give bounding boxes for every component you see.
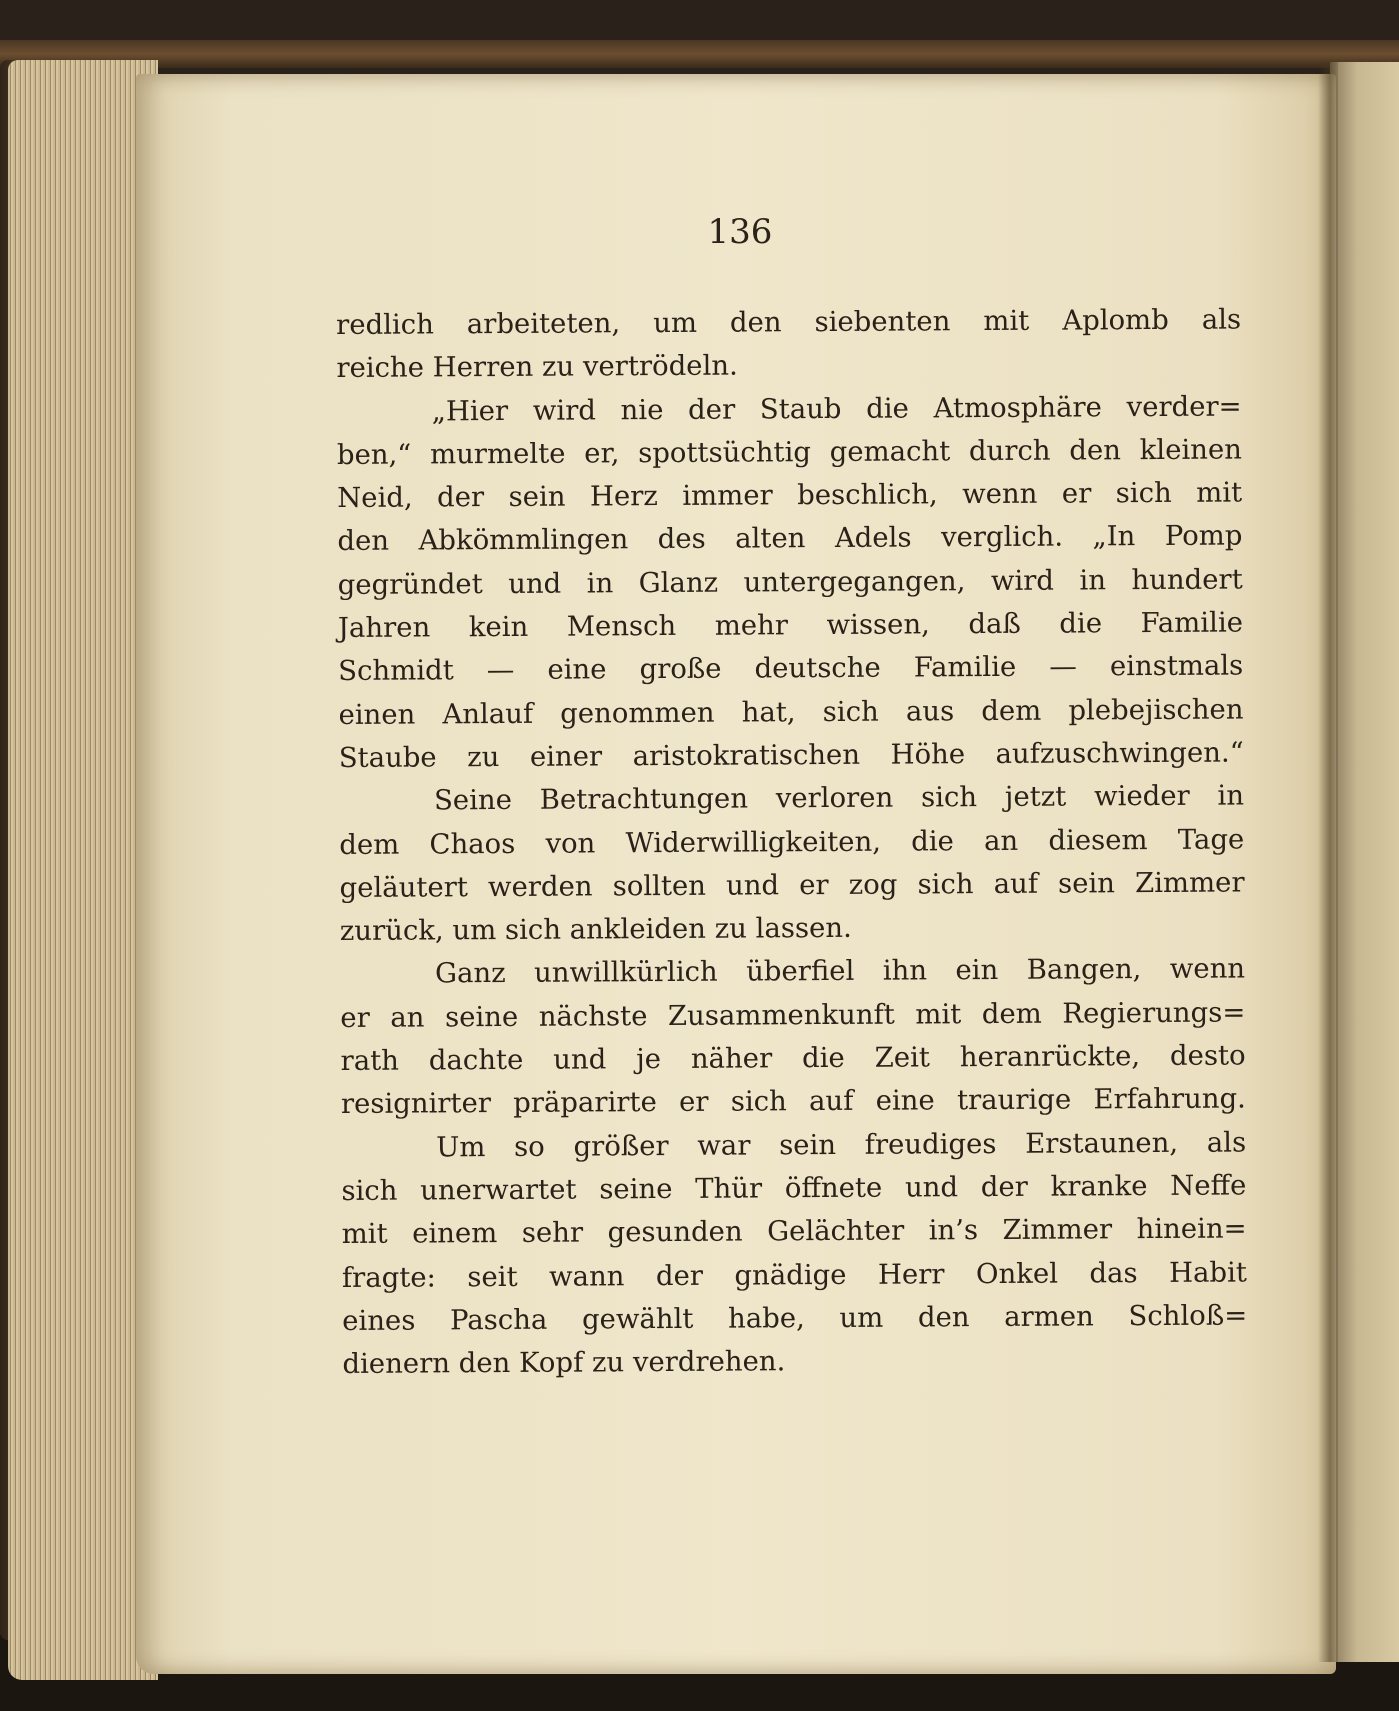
text-line: redlich arbeiteten, um den siebenten mit Aplomb als (336, 303, 1242, 341)
text-line: Ganz unwillkürlich überfiel ihn ein Bangen, wenn (434, 952, 1246, 990)
text-line: Seine Betrachtungen verloren sich jetzt wieder in (433, 779, 1245, 817)
page-text (336, 298, 1248, 1386)
text-line: resignirter präparirte er sich auf eine traurige Erfahrung. (340, 1082, 1246, 1121)
text-line: er an seine nächste Zusammenkunft mit dem Regierungs= (340, 996, 1246, 1034)
text-line: Staube zu einer aristokratischen Höhe aufzuschwingen.“ (338, 736, 1244, 774)
text-line: Jahren kein Mensch mehr wissen, daß die Familie (337, 606, 1244, 645)
text-line: Um so größer war sein freudiges Erstaunen, als (436, 1126, 1247, 1164)
text-line: den Abkömmlingen des alten Adels verglich. „In Pomp (337, 519, 1243, 558)
text-line: „Hier wird nie der Staub die Atmosphäre verder= (431, 390, 1242, 428)
facing-page-edge (1330, 62, 1399, 1662)
text-line: Schmidt — eine große deutsche Familie — einstmals (338, 649, 1244, 688)
cover-edge (0, 40, 1399, 68)
text-line: mit einem sehr gesunden Gelächter in’s Zimmer hinein= (341, 1212, 1247, 1251)
text-line: einen Anlauf genommen hat, sich aus dem plebejischen (338, 693, 1244, 731)
text-line: rath dachte und je näher die Zeit heranrückte, desto (340, 1039, 1246, 1078)
text-line: gegründet und in Glanz untergegangen, wird in hundert (337, 563, 1243, 601)
text-line: eines Pascha gewählt habe, um den armen Schloß= (342, 1299, 1248, 1337)
text-line: dienern den Kopf zu verdrehen. (342, 1345, 786, 1381)
text-line: sich unerwartet seine Thür öffnete und der kranke Neffe (341, 1169, 1247, 1207)
text-line: Neid, der sein Herz immer beschlich, wenn er sich mit (337, 476, 1243, 515)
text-line: fragte: seit wann der gnädige Herr Onkel das Habit (341, 1255, 1248, 1294)
text-line: geläutert werden sollten und er zog sich auf sein Zimmer (339, 866, 1245, 904)
text-line: dem Chaos von Widerwilligkeiten, die an diesem Tage (339, 823, 1245, 861)
page-number: 136 (707, 212, 773, 252)
text-line: zurück, um sich ankleiden zu lassen. (339, 912, 852, 948)
text-line: ben,“ murmelte er, spottsüchtig gemacht durch den kleinen (336, 433, 1243, 471)
page-gutter (1318, 62, 1338, 1662)
text-line: reiche Herren zu vertrödeln. (336, 349, 738, 385)
